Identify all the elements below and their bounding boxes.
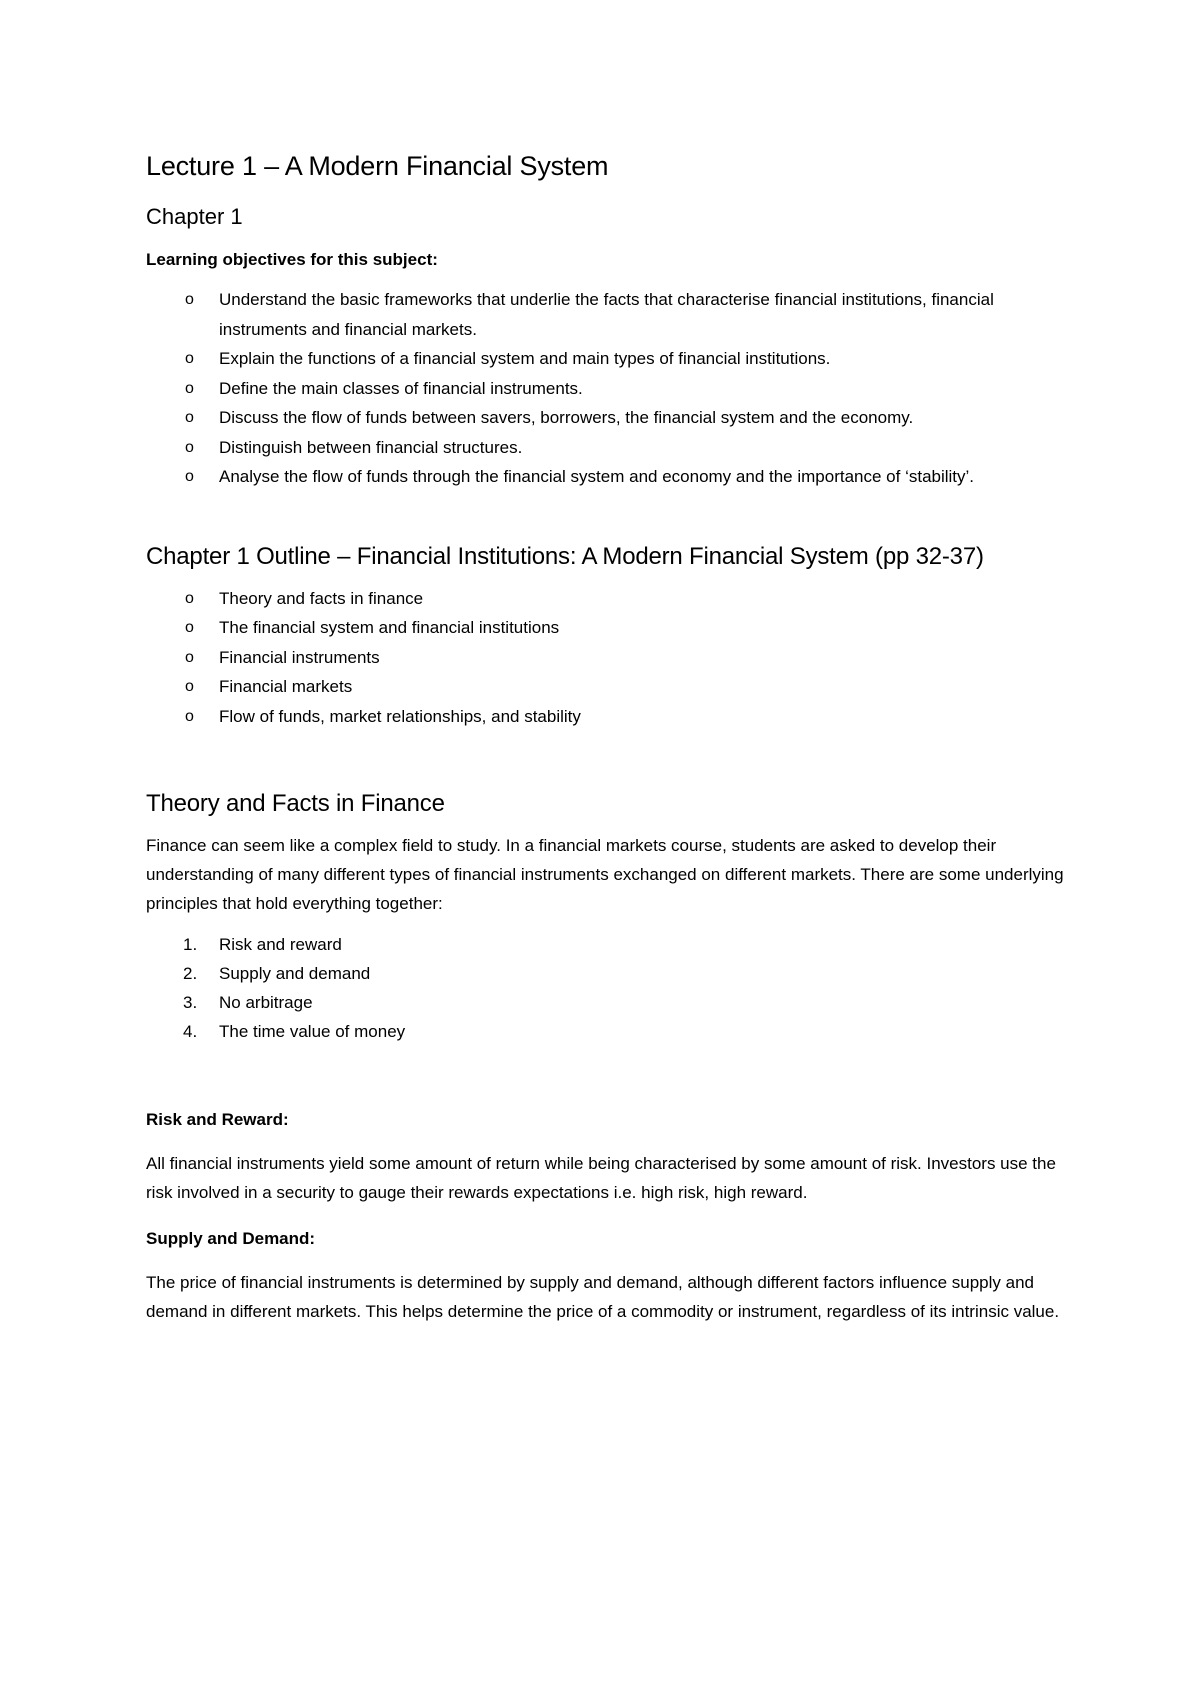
list-number: 1. xyxy=(183,935,198,954)
bullet-marker: o xyxy=(185,291,194,308)
chapter-heading: Chapter 1 xyxy=(146,204,243,229)
bullet-marker: o xyxy=(185,409,194,426)
list-number: 4. xyxy=(183,1022,198,1041)
objective-item: o Explain the functions of a financial system and main types of financial institutions. xyxy=(146,344,1086,374)
risk-reward-label: Risk and Reward: xyxy=(146,1110,289,1129)
supply-demand-text: The price of financial instruments is determined by supply and demand, although different factors influence supply and demand in different markets. This helps determine the price of a commodity or instrument, regardless of its intrinsic value. xyxy=(146,1273,1060,1321)
outline-item: o Financial markets xyxy=(146,672,1086,702)
document-content xyxy=(146,148,1086,1326)
list-number: 3. xyxy=(183,993,198,1012)
outline-heading: Chapter 1 Outline – Financial Institutions: A Modern Financial System (pp 32-37) xyxy=(146,542,984,570)
bullet-marker: o xyxy=(185,468,194,485)
bullet-marker: o xyxy=(185,350,194,367)
document-title: Lecture 1 – A Modern Financial System xyxy=(146,151,609,181)
list-number: 2. xyxy=(183,964,198,983)
bullet-marker: o xyxy=(185,438,194,456)
principle-item: 4. The time value of money xyxy=(146,1017,1086,1046)
principles-list xyxy=(146,930,1086,1046)
supply-demand-label: Supply and Demand: xyxy=(146,1229,316,1248)
objectives-label: Learning objectives for this subject: xyxy=(146,250,438,269)
bullet-marker: o xyxy=(185,707,194,725)
theory-intro: Finance can seem like a complex field to study. In a financial markets course, students are asked to develop their understanding of many different types of financial instruments exchanged on different markets. There are some underlying principles that hold everything together: xyxy=(146,836,1064,913)
objective-item: o Analyse the flow of funds through the financial system and economy and the importance of ‘stability’. xyxy=(146,462,1086,492)
theory-heading: Theory and Facts in Finance xyxy=(146,790,445,817)
bullet-marker: o xyxy=(185,678,194,695)
outline-item: o Flow of funds, market relationships, and stability xyxy=(146,702,1086,732)
bullet-marker: o xyxy=(185,379,194,397)
principle-item: 1. Risk and reward xyxy=(146,930,1086,959)
objective-item: o Distinguish between financial structures. xyxy=(146,433,1086,463)
objective-item: o Discuss the flow of funds between savers, borrowers, the financial system and the economy. xyxy=(146,403,1086,433)
outline-list xyxy=(146,584,1086,732)
objective-item: o Define the main classes of financial instruments. xyxy=(146,374,1086,404)
risk-reward-text: All financial instruments yield some amount of return while being characterised by some amount of risk. Investors use the risk involved in a security to gauge their rewards expectations i.e. high risk, high reward. xyxy=(146,1154,1056,1202)
principle-item: 3. No arbitrage xyxy=(146,988,1086,1017)
objective-item: o Understand the basic frameworks that underlie the facts that characterise financial institutions, financial instruments and financial markets. xyxy=(146,285,1086,344)
bullet-marker: o xyxy=(185,619,194,636)
principle-item: 2. Supply and demand xyxy=(146,959,1086,988)
outline-item: o The financial system and financial institutions xyxy=(146,613,1086,643)
outline-item: o Financial instruments xyxy=(146,643,1086,673)
outline-item: o Theory and facts in finance xyxy=(146,584,1086,614)
bullet-marker: o xyxy=(185,648,194,666)
bullet-marker: o xyxy=(185,589,194,607)
objectives-list xyxy=(146,285,1086,492)
